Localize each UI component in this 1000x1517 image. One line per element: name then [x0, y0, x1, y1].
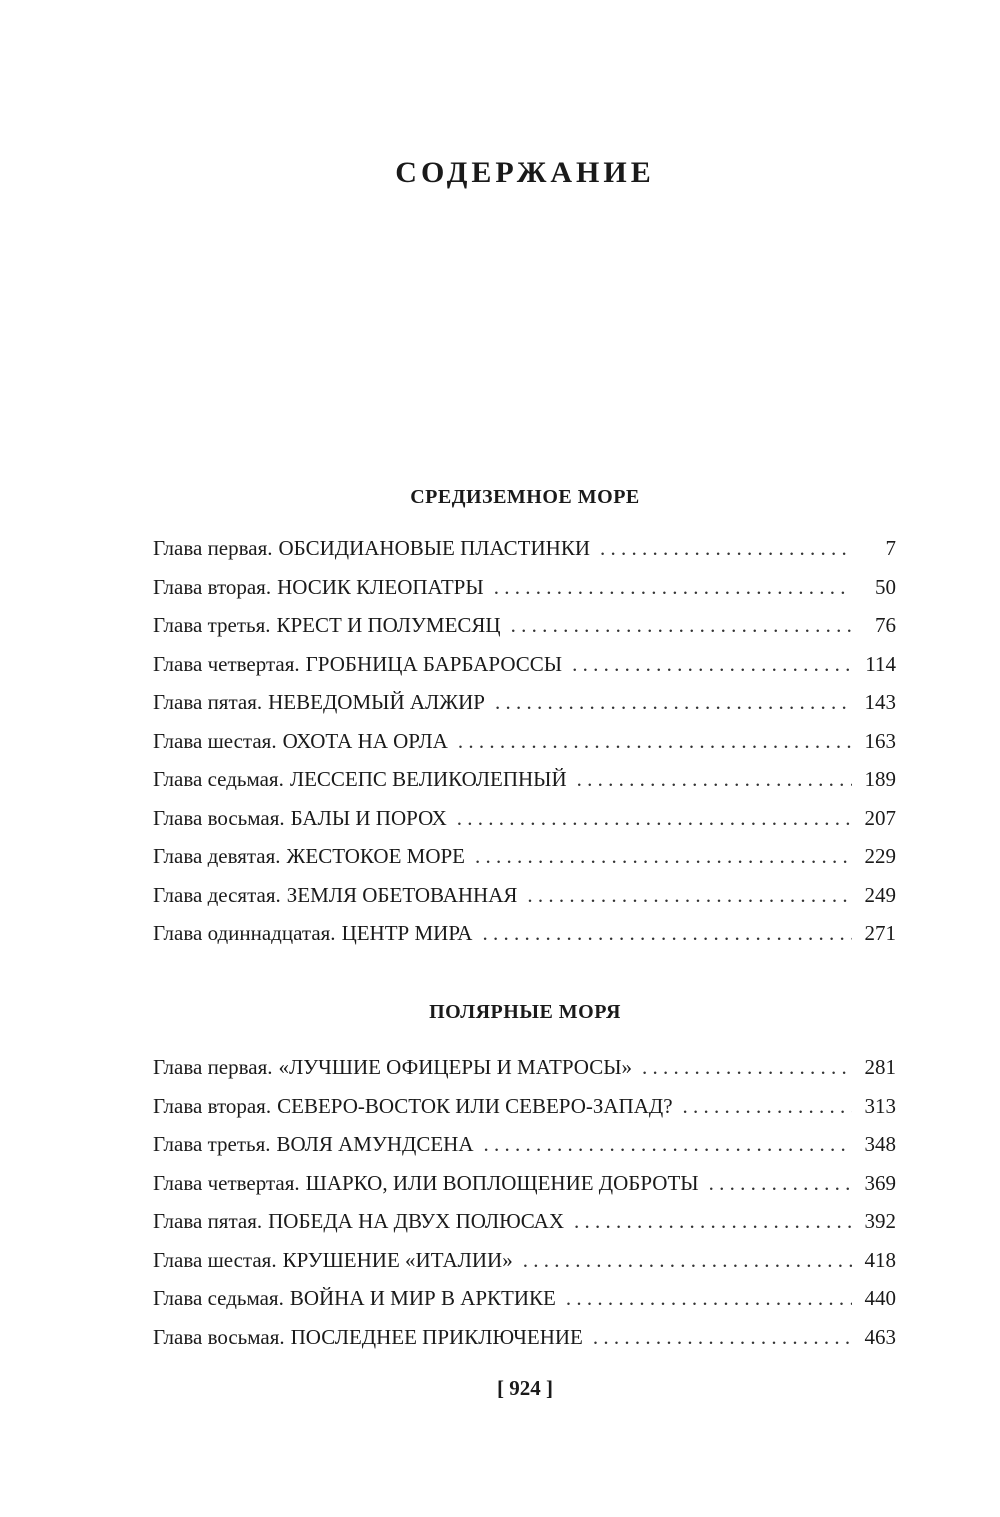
- dot-leader: [566, 1279, 852, 1318]
- chapter-page-number: 7: [885, 536, 896, 560]
- chapter-page-number: 348: [864, 1132, 896, 1156]
- chapter-label: Глава шестая.: [153, 1247, 277, 1272]
- toc-entry: [153, 683, 896, 722]
- toc-entry: [153, 799, 896, 838]
- chapter-title: ВОЛЯ АМУНДСЕНА: [276, 1132, 474, 1156]
- dot-leader: [523, 1241, 852, 1280]
- chapter-page-number: 163: [864, 728, 896, 753]
- chapter-page-number: 418: [864, 1247, 896, 1272]
- chapter-label: Глава седьмая.: [153, 1286, 284, 1310]
- chapter-title: НЕВЕДОМЫЙ АЛЖИР: [268, 690, 485, 714]
- chapter-label: Глава вторая.: [153, 1093, 272, 1118]
- dot-leader: [475, 837, 852, 876]
- toc-entry: [153, 876, 896, 915]
- dot-leader: [457, 799, 852, 838]
- dot-leader: [494, 568, 852, 607]
- dot-leader: [484, 1125, 853, 1164]
- dot-leader: [458, 722, 852, 761]
- chapter-title: ПОСЛЕДНЕЕ ПРИКЛЮЧЕНИЕ: [290, 1324, 583, 1349]
- chapter-title: «ЛУЧШИЕ ОФИЦЕРЫ И МАТРОСЫ»: [278, 1055, 633, 1079]
- dot-leader: [482, 914, 852, 953]
- chapter-title: БАЛЫ И ПОРОХ: [290, 805, 447, 830]
- chapter-page-number: 143: [864, 690, 896, 714]
- chapter-title: КРЕСТ И ПОЛУМЕСЯЦ: [276, 613, 501, 637]
- toc-entry: [153, 645, 896, 684]
- toc-entry: [153, 1241, 896, 1280]
- chapter-title: ВОЙНА И МИР В АРКТИКЕ: [289, 1286, 556, 1310]
- chapter-label: Глава вторая.: [153, 574, 272, 599]
- chapter-page-number: 114: [865, 651, 896, 676]
- chapter-page-number: 249: [864, 882, 896, 907]
- chapter-title: ОХОТА НА ОРЛА: [282, 728, 448, 753]
- toc-entry: [153, 837, 896, 876]
- chapter-title: ОБСИДИАНОВЫЕ ПЛАСТИНКИ: [278, 536, 591, 560]
- chapter-page-number: 392: [864, 1209, 896, 1233]
- chapter-label: Глава седьмая.: [153, 767, 284, 791]
- chapter-label: Глава пятая.: [153, 690, 263, 714]
- toc-entry: [153, 1048, 896, 1087]
- chapter-page-number: 189: [864, 767, 896, 791]
- chapter-label: Глава восьмая.: [153, 805, 285, 830]
- dot-leader: [574, 1202, 852, 1241]
- dot-leader: [527, 876, 852, 915]
- chapter-page-number: 281: [864, 1055, 896, 1079]
- dot-leader: [642, 1048, 852, 1087]
- section-heading-mediterranean: СРЕДИЗЕМНОЕ МОРЕ: [410, 486, 640, 508]
- chapter-page-number: 271: [864, 921, 896, 945]
- chapter-title: СЕВЕРО-ВОСТОК ИЛИ СЕВЕРО-ЗАПАД?: [277, 1093, 673, 1118]
- chapter-title: ЦЕНТР МИРА: [341, 921, 473, 945]
- toc-list-polar: [153, 1048, 896, 1356]
- section-heading-polar: ПОЛЯРНЫЕ МОРЯ: [429, 1001, 621, 1023]
- dot-leader: [593, 1318, 852, 1357]
- page-number: [ 924 ]: [497, 1376, 553, 1400]
- chapter-page-number: 440: [864, 1286, 896, 1310]
- chapter-title: ЛЕССЕПС ВЕЛИКОЛЕПНЫЙ: [289, 767, 567, 791]
- chapter-label: Глава пятая.: [153, 1209, 263, 1233]
- chapter-page-number: 313: [864, 1093, 896, 1118]
- dot-leader: [572, 645, 852, 684]
- chapter-title: ГРОБНИЦА БАРБАРОССЫ: [305, 651, 563, 676]
- chapter-label: Глава девятая.: [153, 844, 281, 868]
- dot-leader: [600, 529, 852, 568]
- dot-leader: [683, 1087, 852, 1126]
- chapter-label: Глава шестая.: [153, 728, 277, 753]
- chapter-label: Глава десятая.: [153, 882, 281, 907]
- dot-leader: [511, 606, 852, 645]
- dot-leader: [577, 760, 852, 799]
- toc-list-mediterranean: [153, 529, 896, 953]
- page-title: СОДЕРЖАНИЕ: [395, 156, 655, 189]
- chapter-page-number: 207: [864, 805, 896, 830]
- toc-entry: [153, 914, 896, 953]
- chapter-title: ЖЕСТОКОЕ МОРЕ: [286, 844, 465, 868]
- chapter-label: Глава первая.: [153, 1055, 273, 1079]
- chapter-page-number: 369: [864, 1170, 896, 1195]
- chapter-label: Глава четвертая.: [153, 651, 300, 676]
- dot-leader: [709, 1164, 852, 1203]
- toc-entry: [153, 606, 896, 645]
- chapter-title: ШАРКО, ИЛИ ВОПЛОЩЕНИЕ ДОБРОТЫ: [305, 1170, 699, 1195]
- toc-entry: [153, 722, 896, 761]
- dot-leader: [495, 683, 852, 722]
- chapter-label: Глава первая.: [153, 536, 273, 560]
- toc-entry: [153, 1164, 896, 1203]
- chapter-page-number: 76: [875, 613, 896, 637]
- chapter-title: ПОБЕДА НА ДВУХ ПОЛЮСАХ: [268, 1209, 564, 1233]
- chapter-page-number: 463: [864, 1324, 896, 1349]
- chapter-title: ЗЕМЛЯ ОБЕТОВАННАЯ: [286, 882, 518, 907]
- chapter-label: Глава третья.: [153, 1132, 271, 1156]
- chapter-label: Глава четвертая.: [153, 1170, 300, 1195]
- chapter-title: НОСИК КЛЕОПАТРЫ: [277, 574, 484, 599]
- toc-entry: [153, 1318, 896, 1357]
- toc-entry: [153, 1279, 896, 1318]
- chapter-page-number: 229: [864, 844, 896, 868]
- toc-entry: [153, 760, 896, 799]
- toc-entry: [153, 1202, 896, 1241]
- chapter-label: Глава третья.: [153, 613, 271, 637]
- chapter-page-number: 50: [875, 574, 896, 599]
- toc-entry: [153, 1125, 896, 1164]
- chapter-label: Глава одиннадцатая.: [153, 921, 336, 945]
- chapter-title: КРУШЕНИЕ «ИТАЛИИ»: [282, 1247, 513, 1272]
- toc-entry: [153, 1087, 896, 1126]
- toc-entry: [153, 568, 896, 607]
- toc-entry: [153, 529, 896, 568]
- chapter-label: Глава восьмая.: [153, 1324, 285, 1349]
